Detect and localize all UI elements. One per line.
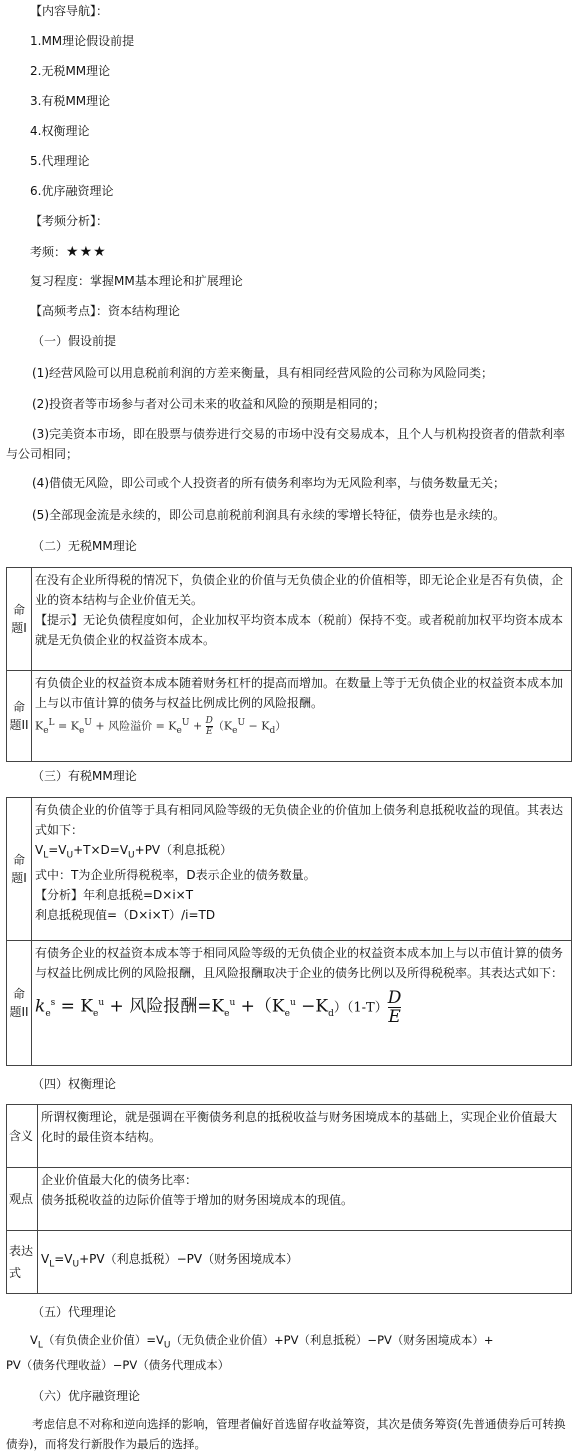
proposition-1-text: 在没有企业所得税的情况下，负债企业的价值与无负债企业的价值相等，即无论企业是否有负债，企业的资本结构与企业价值无关。 [35,573,564,607]
agency-formula-line-2: PV（债务代理收益）−PV（债务代理成本） [6,1358,230,1372]
tax-proposition-2-cell [32,941,572,1066]
meaning-label: 含义 [7,1105,38,1168]
proposition-1-tip: 【提示】无论负债程度如何，企业加权平均资本成本（税前）保持不变。或者税前加权平均资本成本就是无负债企业的权益资本成本。 [35,613,564,647]
no-tax-mm-table [6,567,572,762]
frequency-stars: ★★★ [66,244,107,260]
analysis-heading: 【考频分析】： [30,214,109,228]
table-row [7,798,572,941]
viewpoint-cell [38,1168,572,1231]
proposition-1-label: 命题I [7,568,32,671]
proposition-2-formula: $K_e^L = K_e^U$ + 风险溢价 = $K_e^U$ + $\frac{D}{E}$ $(K_e^U - K_d)$ [35,716,287,738]
table-row [7,671,572,762]
nav-item-6: 6.优序融资理论 [30,184,114,198]
section-6-title: （六）优序融资理论 [32,1389,141,1403]
tax-proposition-1-text: 有负债企业的价值等于具有相同风险等级的无负债企业的价值加上债务利息抵税收益的现值。其表达式如下： [35,803,564,837]
expression-cell: $V_L=V_U+PV$（利息抵税）−PV（财务困境成本） [38,1231,572,1294]
tax-proposition-1-label: 命题I [7,798,32,941]
tax-mm-table [6,797,572,1066]
expression-label: 表达式 [7,1231,38,1294]
debt-equity-fraction: $\frac{D}{E}$ [387,987,402,1027]
tax-proposition-1-note: 式中：T为企业所得税税率，D表示企业的债务数量。 [35,868,316,883]
tax-proposition-2-formula: $k_e^s = K_e^u$ + 风险报酬$=K_e^u +(K_e^u -K_d)(1-T)$ $\frac{D}{E}$ [35,987,402,1027]
tax-proposition-1-pv: 利息抵税现值=（D×i×T）/i=TD [35,908,216,923]
proposition-2-text: 有负债企业的权益资本成本随着财务杠杆的提高而增加。在数量上等于无负债企业的权益资本成本加上与以市值计算的债务与权益比例成比例的风险报酬。 [35,676,564,710]
section-3-title: （三）有税MM理论 [32,769,137,783]
tax-proposition-1-formula: $V_L=V_U+T\times D=V_U+PV$（利息抵税） [35,843,233,861]
table-row [7,1231,572,1294]
viewpoint-text-1: 企业价值最大化的债务比率： [41,1173,198,1187]
agency-formula-line-1: $V_L$（有负债企业价值）$=V_U$（无负债企业价值）+PV（利息抵税）−PV（财务困境成本）+ [30,1333,494,1351]
s1-paragraph-3: (3)完美资本市场，即在股票与债券进行交易的市场中没有交易成本，且个人与机构投资者的借款利率与公司相同； [6,427,566,461]
review-level: 复习程度：掌握MM基本理论和扩展理论 [30,274,243,288]
nav-item-5: 5.代理理论 [30,154,90,168]
proposition-2-cell [32,671,572,762]
table-row [7,1105,572,1168]
table-row [7,1168,572,1231]
tax-proposition-2-text: 有债务企业的权益资本成本等于相同风险等级的无负债企业的权益资本成本加上与以市值计算的债务与权益比例成比例的风险报酬，且风险报酬取决于企业的债务比例以及所得税税率。其表达式如下： [35,946,564,980]
meaning-text: 所谓权衡理论，就是强调在平衡债务利息的抵税收益与财务困境成本的基础上，实现企业价值最大化时的最佳资本结构。 [38,1105,572,1168]
section-4-title: （四）权衡理论 [32,1077,117,1091]
section-5-title: （五）代理理论 [32,1305,117,1319]
frequency-row [30,242,107,264]
proposition-2-label: 命题II [7,671,32,762]
highlight-heading: 【高频考点】：资本结构理论 [30,304,181,318]
section-2-title: （二）无税MM理论 [32,539,137,553]
section-1-title: （一）假设前提 [32,334,117,348]
table-row [7,568,572,671]
frequency-label: 考频： [30,245,67,259]
tax-proposition-2-label: 命题II [7,941,32,1066]
viewpoint-text-2: 债务抵税收益的边际价值等于增加的财务困境成本的现值。 [41,1193,354,1207]
viewpoint-label: 观点 [7,1168,38,1231]
nav-item-4: 4.权衡理论 [30,124,90,138]
nav-item-1: 1.MM理论假设前提 [30,34,135,48]
nav-item-2: 2.无税MM理论 [30,64,111,78]
nav-heading: 【内容导航】： [30,4,109,18]
nav-item-3: 3.有税MM理论 [30,94,111,108]
s1-paragraph-4: (4)借债无风险，即公司或个人投资者的所有债务利率均为无风险利率，与债务数量无关； [32,476,506,490]
tax-proposition-1-cell [32,798,572,941]
table-row [7,941,572,1066]
s1-paragraph-2: (2)投资者等市场参与者对公司未来的收益和风险的预期是相同的； [32,397,386,411]
pecking-order-text: 考虑信息不对称和逆向选择的影响，管理者偏好首选留存收益筹资，其次是债务筹资(先普通债券后可转换债券)，而将发行新股作为最后的选择。 [6,1417,566,1451]
s1-paragraph-1: (1)经营风险可以用息税前利润的方差来衡量，具有相同经营风险的公司称为风险同类； [32,366,494,380]
s1-paragraph-5: (5)全部现金流是永续的，即公司息前税前利润具有永续的零增长特征，债券也是永续的。 [32,508,506,522]
trade-off-table [6,1104,572,1294]
proposition-1-cell [32,568,572,671]
tax-proposition-1-analysis: 【分析】年利息抵税=D×i×T [35,888,194,903]
